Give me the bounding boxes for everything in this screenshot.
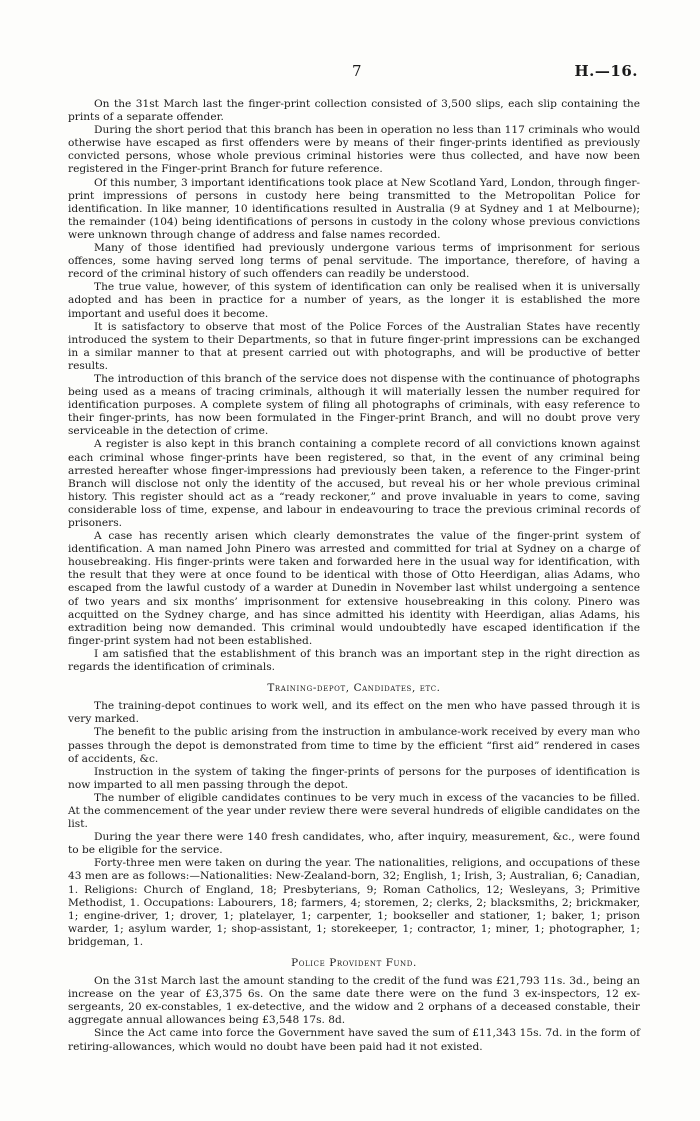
- section-finger-print-branch: [68, 98, 640, 674]
- paragraph: Forty-three men were taken on during the year. The nationalities, religions, and occupations of these 43 men are as follows:—Nationalities: New-Zealand-born, 32; English, 1; Irish, 3; Australian, 6; Canadian, 1. Religions: Church of England, 18; Presbyterians, 9; Roman Catholics, 12; Wesleyans, 3; Primitive Methodist, 1. Occupations: Labourers, 18; farmers, 4; storemen, 2; clerks, 2; blacksmiths, 2; brickmaker, 1; engine-driver, 1; drover, 1; platelayer, 1; carpenter, 1; bookseller and stationer, 1; baker, 1; prison warder, 1; asylum warder, 1; shop-assistant, 1; storekeeper, 1; contractor, 1; miner, 1; photographer, 1; bridgeman, 1.: [68, 857, 640, 948]
- paragraph: During the short period that this branch has been in operation no less than 117 criminals who would otherwise have escaped as first offenders were by means of their finger-prints identified as previously convicted persons, whose whole previous criminal histories were thus collected, and have now been registered in the Finger-print Branch for future reference.: [68, 124, 640, 176]
- document-body: [68, 98, 640, 1054]
- paragraph: Many of those identified had previously undergone various terms of imprisonment for serious offences, some having served long terms of penal servitude. The importance, therefore, of having a record of the criminal history of such offenders can readily be understood.: [68, 242, 640, 281]
- page-number: 7: [352, 62, 362, 80]
- paragraph: Instruction in the system of taking the finger-prints of persons for the purposes of identification is now imparted to all men passing through the depot.: [68, 765, 640, 791]
- paragraph: The true value, however, of this system of identification can only be realised when it is universally adopted and has been in practice for a number of years, as the longer it is established the more important and useful does it become.: [68, 281, 640, 320]
- paragraph: A register is also kept in this branch containing a complete record of all convictions known against each criminal whose finger-prints have been registered, so that, in the event of any criminal being arrested hereafter whose finger-impressions had previously been taken, a reference to the Finger-print Branch will disclose not only the identity of the accused, but reveal his or her whole previous criminal history. This register should act as a “ready reckoner,” and prove invaluable in years to come, saving considerable loss of time, expense, and labour in endeavouring to trace the previous criminal records of prisoners.: [68, 438, 640, 529]
- paragraph: On the 31st March last the amount standing to the credit of the fund was £21,793 11s. 3d., being an increase on the year of £3,375 6s. On the same date there were on the fund 3 ex-inspectors, 12 ex-sergeants, 20 ex-constables, 1 ex-detective, and the widow and 2 orphans of a deceased constable, their aggregate annual allowances being £3,548 17s. 8d.: [68, 975, 640, 1027]
- document-reference: H.—16.: [574, 62, 638, 80]
- paragraph: The benefit to the public arising from the instruction in ambulance-work received by every man who passes through the depot is demonstrated from time to time by the efficient “first aid” rendered in cases of accidents, &c.: [68, 726, 640, 765]
- section-police-provident-fund: [68, 957, 640, 1054]
- paragraph: The training-depot continues to work well, and its effect on the men who have passed through it is very marked.: [68, 700, 640, 726]
- paragraph: Of this number, 3 important identifications took place at New Scotland Yard, London, through finger-print impressions of persons in custody here being transmitted to the Metropolitan Police for identification. In like manner, 10 identifications resulted in Australia (9 at Sydney and 1 at Melbourne); the remainder (104) being identifications of persons in custody in the colony whose previous convictions were unknown through change of address and false names recorded.: [68, 176, 640, 241]
- paragraph: On the 31st March last the finger-print collection consisted of 3,500 slips, each slip containing the prints of a separate offender.: [68, 98, 640, 124]
- section-heading: Police Provident Fund.: [291, 957, 417, 969]
- paragraph: The introduction of this branch of the service does not dispense with the continuance of photographs being used as a means of tracing criminals, although it will materially lessen the number required for identification purposes. A complete system of filing all photographs of criminals, with easy reference to their finger-prints, has now been formulated in the Finger-print Branch, and will no doubt prove very serviceable in the detection of crime.: [68, 372, 640, 438]
- paragraph: It is satisfactory to observe that most of the Police Forces of the Australian States have recently introduced the system to their Departments, so that in future finger-print impressions can be exchanged in a similar manner to that at present carried out with photographs, and will be productive of better results.: [68, 320, 640, 372]
- paragraph: I am satisfied that the establishment of this branch was an important step in the right direction as regards the identification of criminals.: [68, 647, 640, 674]
- paragraph: Since the Act came into force the Government have saved the sum of £11,343 15s. 7d. in the form of retiring-allowances, which would no doubt have been paid had it not existed.: [68, 1027, 640, 1053]
- section-training-depot: [68, 682, 640, 949]
- paragraph: A case has recently arisen which clearly demonstrates the value of the finger-print system of identification. A man named John Pinero was arrested and committed for trial at Sydney on a charge of housebreaking. His finger-prints were taken and forwarded here in the usual way for identification, with the result that they were at once found to be identical with those of Otto Heerdigan, alias Adams, who escaped from the lawful custody of a warder at Dunedin in November last whilst undergoing a sentence of two years and six months’ imprisonment for extensive housebreaking in this colony. Pinero was acquitted on the Sydney charge, and has since admitted his identity with Heerdigan, alias Adams, his extradition being now demanded. This criminal would undoubtedly have escaped identification if the finger-print system had not been established.: [68, 530, 640, 647]
- section-heading: Training-depot, Candidates, etc.: [267, 682, 441, 695]
- paragraph: During the year there were 140 fresh candidates, who, after inquiry, measurement, &c., were found to be eligible for the service.: [68, 831, 640, 857]
- paragraph: The number of eligible candidates continues to be very much in excess of the vacancies to be filled. At the commencement of the year under review there were several hundreds of eligible candidates on the list.: [68, 791, 640, 831]
- page-header: [0, 62, 700, 84]
